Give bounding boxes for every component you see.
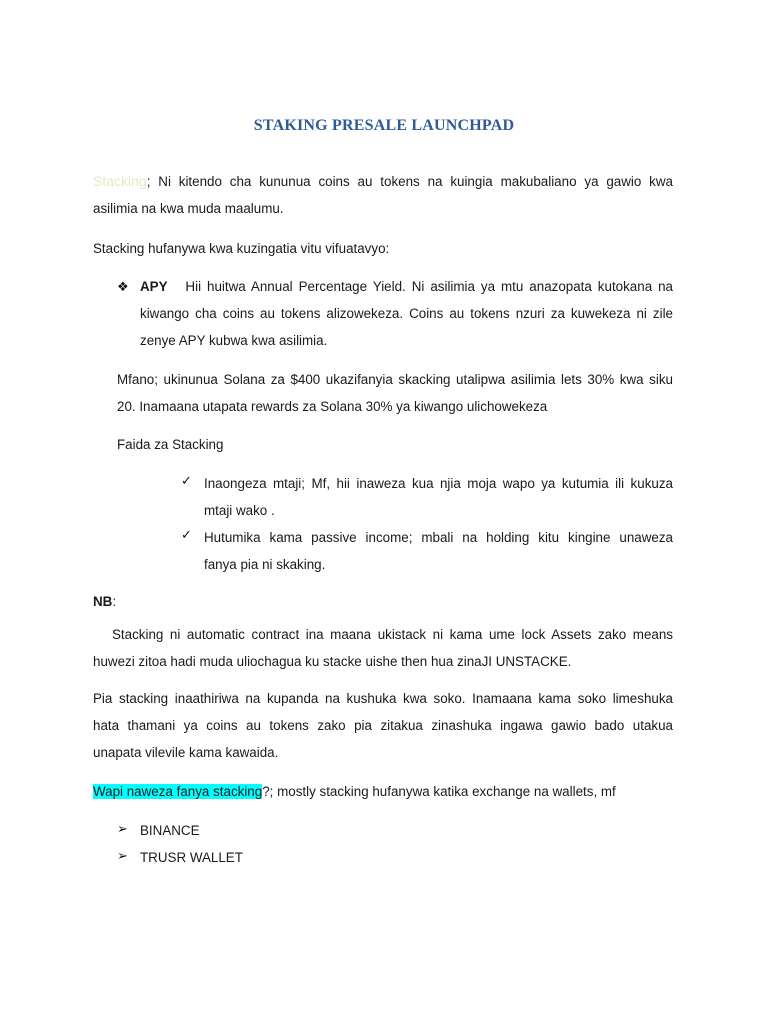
check-icon: ✓ — [181, 474, 192, 489]
benefit-1-line-1: Inaongeza mtaji; Mf, hii inaweza kua njia moja wapo ya kutumia ili kukuza — [204, 476, 673, 491]
nb-paragraph-2 — [93, 685, 673, 766]
arrow-bullet-icon: ➢ — [117, 822, 128, 837]
nb-p1-line-2: huwezi zitoa hadi muda uliochagua ku stacke uishe then hua zinaJI UNSTACKE. — [93, 654, 572, 669]
intro-rest: ; Ni kitendo cha kununua coins au tokens na kuingia makubaliano ya gawio kwa — [146, 174, 673, 189]
apy-label: APY — [140, 279, 168, 294]
nb-p2-line-2: hata thamani ya coins au tokens zako pia zitakua zinashuka ingawa gawio bado utakua — [93, 718, 673, 733]
intro-paragraph — [93, 168, 673, 222]
apy-line-2: kiwango cha coins au tokens alizowekeza. Coins au tokens nzuri za kuwekeza ni zile — [140, 306, 673, 321]
apy-line-1 — [140, 273, 673, 300]
diamond-bullet-icon: ❖ — [117, 280, 129, 295]
apy-paragraph — [140, 273, 673, 354]
benefit-2-line-2: fanya pia ni skaking. — [204, 557, 326, 572]
document-title: STAKING PRESALE LAUNCHPAD — [253, 117, 515, 134]
nb-p1-line-1: Stacking ni automatic contract ina maana ukistack ni kama ume lock Assets zako means — [112, 627, 673, 642]
nb-colon: : — [112, 594, 117, 609]
example-line-1: Mfano; ukinunua Solana za $400 ukazifanyia skacking utalipwa asilimia lets 30% kwa siku — [117, 372, 673, 387]
nb-p2-line-1: Pia stacking inaathiriwa na kupanda na kushuka kwa soko. Inamaana kama soko limeshuka — [93, 691, 673, 706]
method-intro: Stacking hufanywa kwa kuzingatia vitu vifuatavyo: — [93, 241, 390, 256]
nb-paragraph-1 — [93, 621, 673, 675]
benefit-item-1 — [204, 470, 673, 524]
benefit-item-2 — [204, 524, 673, 578]
where-paragraph — [93, 778, 673, 805]
benefits-heading: Faida za Stacking — [117, 437, 224, 452]
nb-label-line — [93, 588, 673, 615]
example-paragraph — [117, 366, 673, 420]
benefit-2-line-1: Hutumika kama passive income; mbali na holding kitu kingine unaweza — [204, 530, 673, 545]
nb-p2-line-3: unapata vilevile kama kawaida. — [93, 745, 279, 760]
intro-line-1 — [93, 168, 673, 195]
intro-term: Stacking — [93, 173, 147, 189]
nb-label: NB — [93, 594, 113, 609]
intro-line-2: asilimia na kwa muda maalumu. — [93, 201, 284, 216]
platform-item-binance: BINANCE — [140, 823, 200, 838]
arrow-bullet-icon: ➢ — [117, 849, 128, 864]
platform-item-trust-wallet: TRUSR WALLET — [140, 850, 243, 865]
example-line-2: 20. Inamaana utapata rewards za Solana 30% ya kiwango ulichowekeza — [117, 399, 548, 414]
where-rest: ?; mostly stacking hufanywa katika exchange na wallets, mf — [262, 784, 616, 799]
apy-line-3: zenye APY kubwa kwa asilimia. — [140, 333, 328, 348]
apy-text-1: Hii huitwa Annual Percentage Yield. Ni asilimia ya mtu anazopata kutokana na — [185, 279, 673, 294]
benefit-1-line-2: mtaji wako . — [204, 503, 275, 518]
check-icon: ✓ — [181, 528, 192, 543]
where-question: Wapi naweza fanya stacking — [93, 784, 263, 799]
